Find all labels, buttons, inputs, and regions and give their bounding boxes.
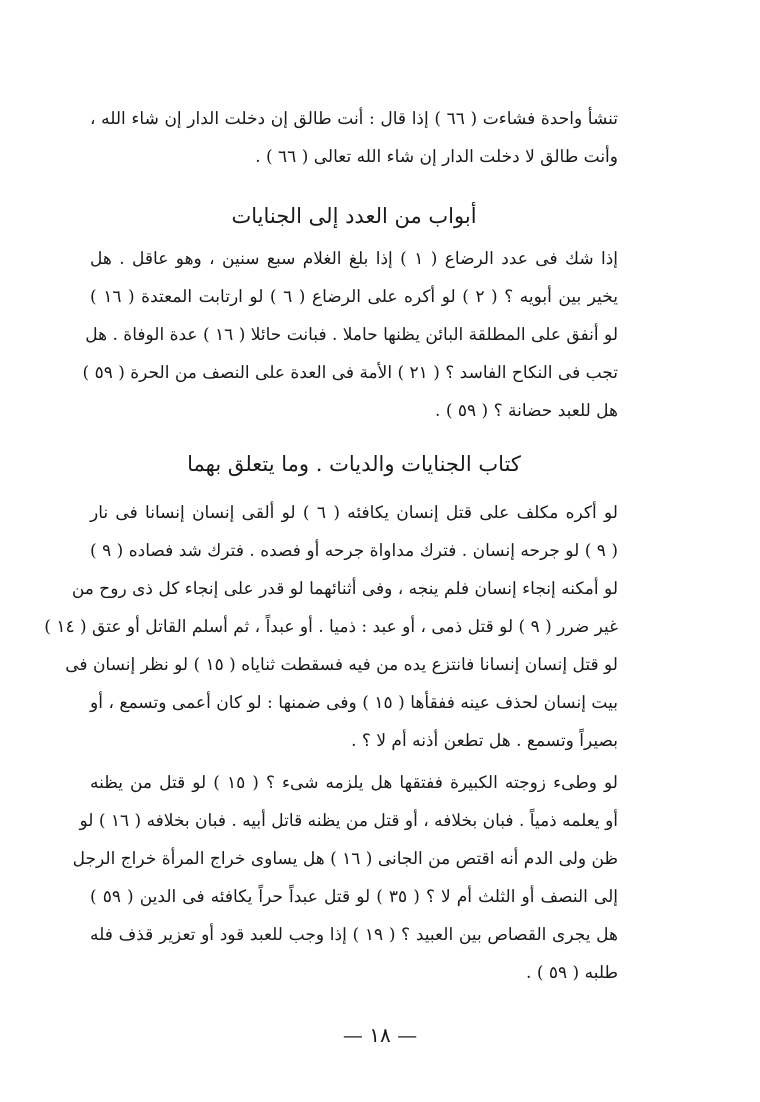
text-line: طلبه ( ٥٩ ) . xyxy=(526,963,618,983)
text-line: غير ضرر ( ٩ ) لو قتل ذمى ، أو عبد : ذميا . أو عبداً ، ثم أسلم القاتل أو عتق ( ١٤ ) xyxy=(44,617,618,637)
text-line: بصيراً وتسمع . هل تطعن أذنه أم لا ؟ . xyxy=(351,731,618,751)
intro-paragraph xyxy=(90,100,618,176)
text-line: ظن ولى الدم أنه اقتص من الجانى ( ١٦ ) هل يساوى خراج المرأة خراج الرجل xyxy=(72,849,618,869)
text-line: لو أمكنه إنجاء إنسان فلم ينجه ، وفى أثنائهما لو قدر على إنجاء كل ذى روح من xyxy=(71,579,618,599)
text-line: يخير بين أبويه ؟ ( ٢ ) لو أكره على الرضاع ( ٦ ) لو ارتابت المعتدة ( ١٦ ) xyxy=(90,287,618,307)
text-line: لو وطىء زوجته الكبيرة ففتقها هل يلزمه شىء ؟ ( ١٥ ) لو قتل من يظنه xyxy=(90,773,618,793)
text-line: هل للعبد حضانة ؟ ( ٥٩ ) . xyxy=(435,401,618,421)
text-line: تجب فى النكاح الفاسد ؟ ( ٢١ ) الأمة فى العدة على النصف من الحرة ( ٥٩ ) xyxy=(82,363,618,383)
text-line: لو أكره مكلف على قتل إنسان يكافئه ( ٦ ) لو ألقى إنسان إنسانا فى نار xyxy=(90,503,618,523)
section-heading: أبواب من العدد إلى الجنايات xyxy=(231,204,477,228)
section2-paragraph-1 xyxy=(44,494,618,760)
section2-paragraph-2 xyxy=(72,764,618,992)
text-line: تنشأ واحدة فشاءت ( ٦٦ ) إذا قال : أنت طالق إن دخلت الدار إن شاء الله ، xyxy=(90,109,618,129)
text-line: لو أنفق على المطلقة البائن يظنها حاملا . فبانت حائلا ( ١٦ ) عدة الوفاة . هل xyxy=(85,325,618,345)
section-heading: كتاب الجنايات والديات . وما يتعلق بهما xyxy=(187,452,521,476)
text-line: لو قتل إنسان إنسانا فانتزع يده من فيه فسقطت ثناياه ( ١٥ ) لو نظر إنسان فى xyxy=(65,655,618,675)
text-line: بيت إنسان لحذف عينه ففقأها ( ١٥ ) وفى ضمنها : لو كان أعمى وتسمع ، أو xyxy=(90,693,618,713)
section1-paragraph xyxy=(82,240,618,430)
text-line: ( ٩ ) لو جرحه إنسان . فترك مداواة جرحه أو فصده . فترك شد فصاده ( ٩ ) xyxy=(90,541,618,561)
text-line: وأنت طالق لا دخلت الدار إن شاء الله تعالى ( ٦٦ ) . xyxy=(255,147,618,167)
page-number: — ١٨ — xyxy=(342,1023,418,1047)
text-line: أو يعلمه ذمياً . فبان بخلافه ، أو قتل من يظنه قاتل أبيه . فبان بخلافه ( ١٦ ) لو xyxy=(79,811,618,831)
text-line: إلى النصف أو الثلث أم لا ؟ ( ٣٥ ) لو قتل عبداً حراً يكافئه فى الدين ( ٥٩ ) xyxy=(90,887,618,907)
text-line: هل يجرى القصاص بين العبيد ؟ ( ١٩ ) إذا وجب للعبد قود أو تعزير قذف فله xyxy=(90,925,618,945)
text-line: إذا شك فى عدد الرضاع ( ١ ) إذا بلغ الغلام سبع سنين ، وهو عاقل . هل xyxy=(90,249,618,269)
